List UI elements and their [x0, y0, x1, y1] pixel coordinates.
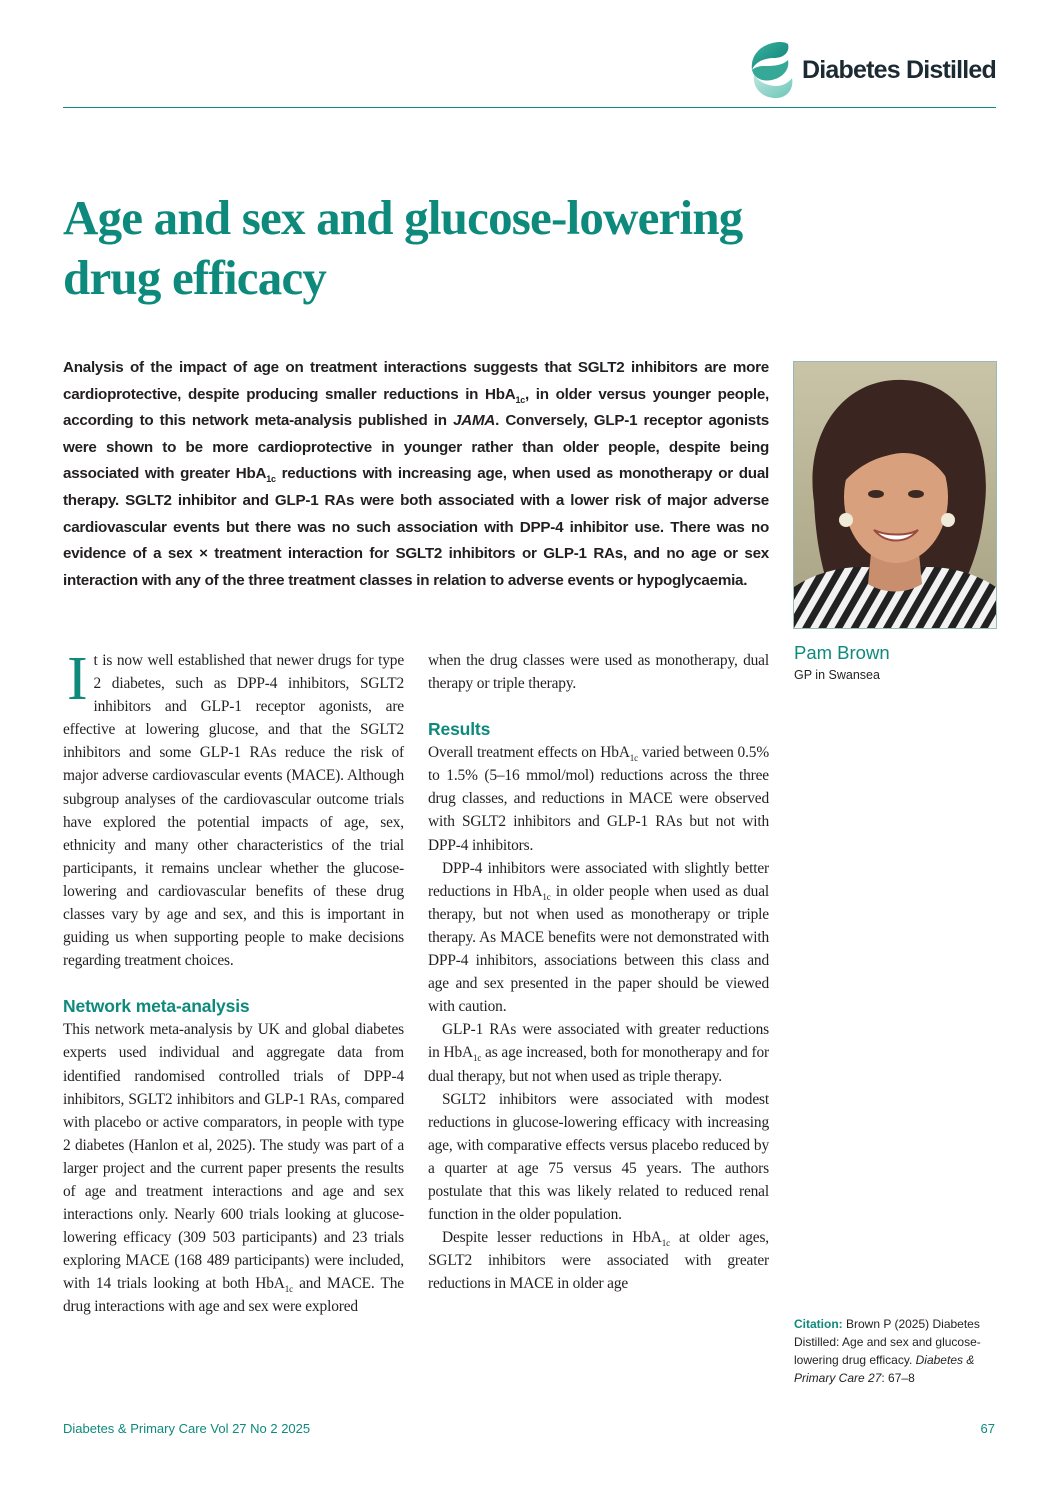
intro-paragraph: [63, 645, 404, 972]
paragraph-text: as age increased, both for monotherapy and for dual therapy, but not when used as triple therapy.: [428, 1044, 769, 1085]
paragraph-text: Overall treatment effects on HbA: [428, 744, 630, 762]
intro-text: t is now well established that newer drugs for type 2 diabetes, such as DPP-4 inhibitors, SGLT2 inhibitors and GLP-1 receptor agonists, are effective at lowering glucose, and that the SGLT2 inhibitors and some GLP-1 RAs reduce the risk of major adverse cardiovascular events (MACE). Although subgroup analyses of the cardiovascular outcome trials have explored the potential impacts of age, sex, ethnicity and many other characteristics of the trial participants, it remains unclear whether the glucose-lowering and cardiovascular benefits of these drug classes vary by age and sex, and this is important in guiding us when supporting people to make decisions regarding treatment choices.: [63, 652, 404, 970]
teal-swirl-icon: [748, 40, 794, 100]
author-role: GP in Swansea: [794, 668, 880, 682]
author-photo: [793, 361, 997, 629]
body-column-2: [428, 649, 769, 1295]
paragraph-text: This network meta-analysis by UK and global diabetes experts used individual and aggregate data from identified randomised controlled trials of DPP-4 inhibitors, SGLT2 inhibitors and GLP-1 RAs, compared with placebo or active comparators, in people with type 2 diabetes (Hanlon et al, 2025). The study was part of a larger project and the current paper presents the results of age and treatment interactions and age and sex interactions only. Nearly 600 trials looking at glucose-lowering efficacy (309 503 participants) and 23 trials exploring MACE (168 489 participants) were included, with 14 trials looking at both HbA: [63, 1021, 404, 1293]
section-heading-network: Network meta-analysis: [63, 996, 250, 1017]
citation: [794, 1315, 994, 1387]
results-paragraph-5: [428, 1226, 769, 1295]
abstract: [63, 355, 769, 594]
paragraph-text: Despite lesser reductions in HbA: [442, 1229, 662, 1247]
results-paragraph-2: [428, 857, 769, 1019]
subscript: 1c: [473, 1053, 482, 1064]
citation-volume: 27: [864, 1371, 882, 1385]
results-paragraph-3: [428, 1018, 769, 1087]
section-heading-results: Results: [428, 719, 491, 740]
paragraph-text: at older ages, SGLT2 inhibitors were associated with greater reductions in MACE in older age: [428, 1229, 770, 1293]
results-paragraph-1: [428, 741, 769, 856]
abstract-text: Analysis of the impact of age on treatment interactions suggests that SGLT2 inhibitors are more cardioprotective, despite producing smaller reductions in HbA: [63, 359, 769, 403]
citation-label: Citation:: [794, 1317, 843, 1331]
paragraph-text: DPP-4 inhibitors were associated with slightly better reductions in HbA: [428, 859, 769, 900]
subscript: 1c: [266, 474, 276, 485]
author-portrait-icon: [794, 362, 996, 628]
continued-paragraph: when the drug classes were used as monotherapy, dual therapy or triple therapy.: [428, 652, 769, 693]
abstract-text: reductions with increasing age, when used as monotherapy or dual therapy. SGLT2 inhibitor and GLP-1 RAs were both associated with a lower risk of major adverse cardiovascular events but there was no such association with DPP-4 inhibitor use. There was no evidence of a sex × treatment interaction for SGLT2 inhibitors or GLP-1 RAs, and no age or sex interaction with any of the three treatment classes in relation to adverse events or hypoglycaemia.: [63, 465, 769, 589]
subscript: 1c: [515, 394, 526, 405]
subscript: 1c: [661, 1238, 670, 1249]
citation-text: Brown P (2025) Diabetes Distilled: Age and sex and glucose-lowering drug efficacy.: [794, 1317, 981, 1367]
journal-name: JAMA: [453, 412, 496, 430]
paragraph-text: and MACE. The drug interactions with age and sex were explored: [63, 1275, 404, 1316]
brand-name: Diabetes Distilled: [802, 55, 996, 84]
citation-pages: : 67–8: [881, 1371, 915, 1385]
paragraph-text: in older people when used as dual therapy, but not when used as monotherapy or triple therapy. As MACE benefits were not demonstrated with DPP-4 inhibitors, associations between this class and age and sex presented in the paper should be viewed with caution.: [428, 882, 769, 1016]
subscript: 1c: [284, 1284, 293, 1295]
drop-cap: I: [67, 645, 88, 713]
paragraph-text: GLP-1 RAs were associated with greater reductions in HbA: [428, 1021, 769, 1062]
abstract-text: , in older versus younger people, according to this network meta-analysis published in: [63, 385, 770, 430]
subscript: 1c: [542, 891, 551, 902]
citation-journal: Diabetes & Primary Care: [794, 1353, 975, 1385]
subscript: 1c: [629, 753, 638, 764]
footer-journal: Diabetes & Primary Care Vol 27 No 2 2025: [63, 1421, 311, 1436]
abstract-text: . Conversely, GLP-1 receptor agonists were shown to be more cardioprotective in younger rather than older people, despite being associated with greater HbA: [63, 412, 769, 483]
page-number: 67: [980, 1421, 995, 1436]
network-paragraph: [63, 1018, 404, 1318]
results-paragraph-4: SGLT2 inhibitors were associated with modest reductions in glucose-lowering efficacy with increasing age, with comparative effects versus placebo reduced by a quarter at age 75 versus 45 years. The authors postulate that this was likely related to reduced renal function in the older population.: [428, 1090, 769, 1224]
paragraph-text: varied between 0.5% to 1.5% (5–16 mmol/mol) reductions across the three drug classes, and reductions in MACE were observed with SGLT2 inhibitors and GLP-1 RAs but not with DPP-4 inhibitors.: [428, 744, 769, 854]
header-divider: [63, 107, 996, 108]
brand-header: [748, 38, 996, 102]
article-title: Age and sex and glucose-lowering drug efficacy: [63, 190, 743, 305]
author-name: Pam Brown: [794, 642, 890, 663]
body-column-1: [63, 645, 404, 1319]
